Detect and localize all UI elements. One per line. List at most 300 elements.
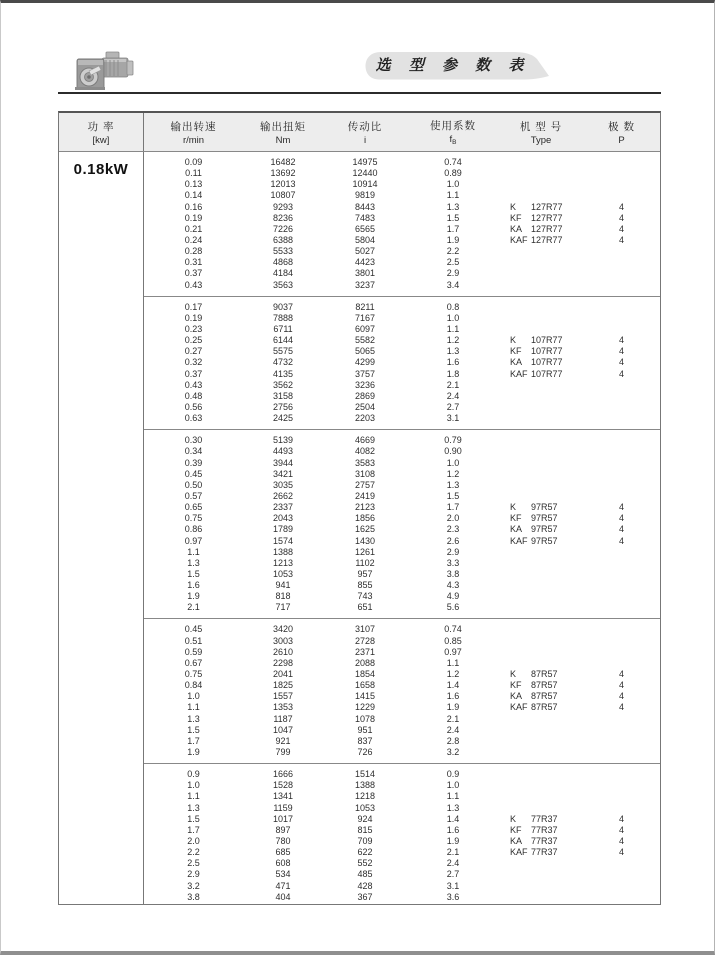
type-prefix: KA: [510, 836, 523, 847]
type-prefix: KAF: [510, 234, 528, 245]
torque-cell: 685: [275, 847, 291, 858]
speed-cell: 0.19: [184, 312, 203, 323]
type-cell: [499, 858, 583, 869]
table-row: [144, 558, 660, 569]
factor-cell: 2.3: [446, 524, 460, 535]
speed-cell: 1.9: [187, 591, 200, 602]
table-row: [144, 357, 660, 368]
table-row: [144, 736, 660, 747]
type-cell: [499, 602, 583, 613]
type-header-zh: 机 型 号: [519, 120, 563, 133]
table-row: [144, 280, 660, 291]
poles-cell: [583, 157, 660, 168]
speed-cell: 0.39: [184, 457, 203, 468]
poles-cell: [583, 190, 660, 201]
factor-cell: 1.0: [446, 179, 460, 190]
factor-cell: 2.1: [446, 379, 460, 390]
poles-cell: 4: [618, 234, 624, 245]
poles-cell: [583, 313, 660, 324]
factor-cell: 1.4: [446, 813, 460, 824]
speed-cell: 0.13: [184, 179, 203, 190]
type-cell: [499, 513, 583, 524]
ratio-cell: 924: [357, 813, 373, 824]
ratio-cell: 14975: [352, 157, 378, 167]
speed-cell: 0.75: [184, 513, 203, 524]
ratio-cell: 1078: [354, 713, 376, 724]
factor-cell: 4.3: [446, 580, 460, 591]
type-cell: [499, 302, 583, 313]
factor-cell: 2.1: [446, 713, 460, 724]
poles-cell: [583, 435, 660, 446]
torque-cell: 1017: [272, 813, 294, 824]
poles-cell: [583, 780, 660, 791]
power-header-unit: [kw]: [92, 134, 110, 146]
poles-cell: [583, 257, 660, 268]
ratio-cell: 4082: [354, 446, 376, 457]
column-header-ratio: [323, 113, 407, 151]
torque-cell: 799: [275, 747, 291, 758]
factor-cell: 0.90: [444, 446, 462, 457]
torque-cell: 3563: [272, 279, 294, 290]
type-cell: [499, 168, 583, 179]
poles-cell: [583, 179, 660, 190]
speed-cell: 1.5: [187, 568, 200, 579]
ratio-cell: 957: [357, 568, 373, 579]
type-cell: [499, 190, 583, 201]
factor-cell: 1.2: [446, 669, 460, 680]
factor-cell: 1.7: [446, 502, 460, 513]
factor-cell: 0.74: [444, 157, 462, 167]
factor-cell: 1.6: [446, 824, 460, 835]
speed-cell: 0.23: [184, 323, 203, 334]
type-cell: [499, 157, 583, 168]
table-row: [144, 591, 660, 602]
speed-cell: 0.34: [184, 446, 203, 457]
ratio-cell: 3107: [354, 624, 376, 635]
factor-cell: 4.9: [446, 591, 460, 602]
table-row: [144, 881, 660, 892]
torque-cell: 4493: [272, 446, 294, 457]
poles-cell: [583, 413, 660, 424]
speed-cell: 1.1: [187, 702, 200, 713]
column-header-power: [59, 113, 144, 151]
ratio-cell: 3801: [354, 268, 376, 279]
ratio-cell: 1053: [354, 802, 376, 813]
type-model: 107R77: [531, 346, 563, 357]
poles-cell: [583, 803, 660, 814]
type-cell: [499, 725, 583, 736]
ratio-cell: 1415: [354, 691, 376, 702]
poles-cell: 4: [618, 824, 624, 835]
speed-cell: 0.67: [184, 657, 203, 668]
type-cell: [499, 569, 583, 580]
torque-cell: 3035: [272, 479, 294, 490]
torque-cell: 5575: [272, 346, 294, 357]
ratio-cell: 8211: [355, 301, 375, 312]
ratio-cell: 428: [357, 880, 373, 891]
gearmotor-photo: [73, 47, 139, 93]
torque-cell: 1825: [272, 680, 294, 691]
type-cell: [499, 591, 583, 602]
poles-cell: 4: [618, 813, 624, 824]
torque-cell: 1789: [272, 524, 294, 535]
poles-cell: [583, 714, 660, 725]
factor-cell: 1.1: [446, 190, 460, 201]
speed-cell: 0.45: [184, 624, 203, 635]
speed-cell: 2.1: [187, 602, 200, 613]
poles-cell: [583, 469, 660, 480]
service-factor-subscript: B: [452, 139, 457, 146]
type-model: 87R57: [531, 691, 558, 702]
speed-cell: 0.09: [184, 157, 203, 167]
column-header-torque: [243, 113, 323, 151]
torque-cell: 2756: [272, 401, 294, 412]
ratio-cell: 1514: [354, 769, 376, 780]
service-factor-symbol: f: [449, 134, 453, 145]
factor-cell: 1.4: [446, 680, 460, 691]
table-row: [144, 825, 660, 836]
factor-cell: 3.2: [446, 747, 460, 758]
type-cell: [499, 335, 583, 346]
torque-header-unit: Nm: [275, 134, 291, 146]
factor-cell: 1.3: [446, 479, 460, 490]
torque-cell: 9037: [272, 301, 294, 312]
ratio-cell: 1856: [354, 513, 376, 524]
factor-cell: 1.8: [446, 368, 460, 379]
ratio-cell: 485: [357, 869, 373, 880]
torque-cell: 10807: [270, 190, 296, 201]
factor-cell: 1.9: [446, 234, 460, 245]
type-cell: [499, 402, 583, 413]
table-body: [59, 152, 660, 904]
type-model: 107R77: [531, 357, 563, 368]
factor-cell: 2.4: [446, 858, 460, 869]
type-cell: [499, 669, 583, 680]
poles-header-unit: P: [618, 134, 625, 146]
speed-cell: 0.56: [184, 401, 203, 412]
speed-cell: 1.1: [187, 546, 200, 557]
power-value: 0.18kW: [73, 161, 129, 178]
torque-cell: 941: [275, 580, 291, 591]
poles-cell: [583, 892, 660, 903]
table-row: [144, 168, 660, 179]
table-row: [144, 524, 660, 535]
speed-cell: 0.9: [187, 769, 200, 780]
type-prefix: KAF: [510, 535, 528, 546]
type-prefix: KA: [510, 691, 523, 702]
type-prefix: KF: [510, 346, 522, 357]
torque-cell: 5139: [272, 435, 294, 446]
speed-cell: 3.2: [187, 880, 200, 891]
poles-cell: [583, 491, 660, 502]
speed-cell: 1.6: [187, 580, 200, 591]
service-factor-header-unit: [450, 134, 457, 146]
data-group-4: [144, 618, 660, 763]
type-prefix: KA: [510, 223, 523, 234]
speed-cell: 0.21: [184, 223, 203, 234]
speed-cell: 0.63: [184, 413, 203, 424]
factor-cell: 5.6: [446, 602, 460, 613]
poles-cell: [583, 168, 660, 179]
table-row: [144, 502, 660, 513]
poles-cell: 4: [618, 680, 624, 691]
factor-cell: 1.5: [446, 490, 460, 501]
type-model: 127R77: [531, 212, 563, 223]
type-model: 97R57: [531, 535, 558, 546]
table-row: [144, 413, 660, 424]
data-group-3: [144, 429, 660, 618]
type-cell: [499, 235, 583, 246]
speed-cell: 0.59: [184, 646, 203, 657]
torque-cell: 1047: [272, 724, 294, 735]
speed-cell: 0.14: [184, 190, 203, 201]
table-row: [144, 803, 660, 814]
type-cell: [499, 691, 583, 702]
table-row: [144, 369, 660, 380]
type-model: 77R37: [531, 824, 558, 835]
factor-cell: 1.2: [446, 468, 460, 479]
poles-cell: [583, 391, 660, 402]
ratio-cell: 9819: [354, 190, 376, 201]
ratio-cell: 1625: [354, 524, 376, 535]
data-group-1: [144, 152, 660, 296]
type-cell: [499, 769, 583, 780]
speed-cell: 1.7: [187, 824, 200, 835]
poles-cell: [583, 480, 660, 491]
ratio-cell: 1854: [354, 669, 376, 680]
torque-cell: 4184: [272, 268, 294, 279]
torque-cell: 2298: [272, 657, 294, 668]
speed-cell: 1.3: [187, 713, 200, 724]
poles-cell: [583, 458, 660, 469]
ratio-cell: 2088: [354, 657, 376, 668]
table-row: [144, 435, 660, 446]
speed-cell: 0.57: [184, 490, 203, 501]
page-title-badge: [365, 51, 549, 80]
speed-cell: 0.31: [184, 257, 203, 268]
torque-cell: 1341: [272, 791, 294, 802]
poles-cell: [583, 446, 660, 457]
ratio-cell: 2504: [354, 401, 376, 412]
type-prefix: KF: [510, 824, 522, 835]
speed-cell: 0.48: [184, 390, 203, 401]
poles-cell: [583, 636, 660, 647]
poles-cell: 4: [618, 212, 624, 223]
type-cell: [499, 714, 583, 725]
header-rule: [58, 92, 661, 94]
factor-cell: 2.4: [446, 724, 460, 735]
selection-table: [58, 111, 661, 905]
speed-cell: 2.0: [187, 836, 200, 847]
poles-cell: [583, 658, 660, 669]
poles-cell: [583, 558, 660, 569]
type-model: 107R77: [531, 368, 563, 379]
ratio-cell: 3583: [354, 457, 376, 468]
table-row: [144, 313, 660, 324]
factor-cell: 0.8: [446, 301, 460, 312]
factor-cell: 1.0: [446, 312, 460, 323]
ratio-cell: 4423: [354, 257, 376, 268]
table-row: [144, 780, 660, 791]
type-prefix: KAF: [510, 368, 528, 379]
torque-cell: 1557: [272, 691, 294, 702]
type-prefix: KAF: [510, 702, 528, 713]
poles-cell: 4: [618, 335, 624, 346]
ratio-cell: 2419: [354, 490, 376, 501]
type-cell: [499, 502, 583, 513]
type-cell: [499, 346, 583, 357]
torque-cell: 3562: [272, 379, 294, 390]
torque-cell: 4732: [272, 357, 294, 368]
poles-cell: [583, 246, 660, 257]
ratio-cell: 3757: [354, 368, 376, 379]
type-cell: [499, 814, 583, 825]
torque-cell: 818: [275, 591, 291, 602]
ratio-cell: 2728: [354, 635, 376, 646]
ratio-cell: 837: [357, 735, 373, 746]
service-factor-header-zh: 使用系数: [430, 120, 476, 132]
table-row: [144, 302, 660, 313]
ratio-cell: 1261: [354, 546, 376, 557]
factor-cell: 1.6: [446, 357, 460, 368]
type-cell: [499, 536, 583, 547]
type-cell: [499, 224, 583, 235]
type-cell: [499, 246, 583, 257]
torque-cell: 12013: [270, 179, 296, 190]
type-prefix: KA: [510, 524, 523, 535]
table-row: [144, 469, 660, 480]
factor-cell: 1.3: [446, 201, 460, 212]
factor-cell: 3.3: [446, 557, 460, 568]
poles-cell: [583, 602, 660, 613]
type-model: 77R37: [531, 813, 558, 824]
poles-cell: [583, 791, 660, 802]
ratio-cell: 951: [357, 724, 373, 735]
factor-cell: 2.0: [446, 513, 460, 524]
table-row: [144, 869, 660, 880]
type-cell: [499, 268, 583, 279]
factor-cell: 1.5: [446, 212, 460, 223]
speed-cell: 0.43: [184, 279, 203, 290]
speed-cell: 0.45: [184, 468, 203, 479]
ratio-header-unit: i: [363, 134, 367, 146]
speed-cell: 1.9: [187, 747, 200, 758]
table-row: [144, 636, 660, 647]
torque-cell: 2041: [272, 669, 294, 680]
type-cell: [499, 413, 583, 424]
type-cell: [499, 280, 583, 291]
torque-cell: 404: [275, 891, 291, 902]
type-cell: [499, 547, 583, 558]
ratio-cell: 4299: [354, 357, 376, 368]
torque-cell: 897: [275, 824, 291, 835]
type-cell: [499, 435, 583, 446]
type-cell: [499, 881, 583, 892]
ratio-cell: 1102: [355, 557, 375, 568]
speed-cell: 1.5: [187, 724, 200, 735]
poles-cell: 4: [618, 535, 624, 546]
type-cell: [499, 580, 583, 591]
table-row: [144, 791, 660, 802]
table-row: [144, 190, 660, 201]
type-cell: [499, 369, 583, 380]
speed-cell: 0.75: [184, 669, 203, 680]
type-cell: [499, 202, 583, 213]
table-row: [144, 647, 660, 658]
poles-cell: [583, 869, 660, 880]
type-cell: [499, 803, 583, 814]
table-row: [144, 669, 660, 680]
poles-cell: [583, 380, 660, 391]
torque-cell: 608: [275, 858, 291, 869]
poles-cell: [583, 591, 660, 602]
speed-cell: 0.28: [184, 246, 203, 257]
speed-cell: 2.5: [187, 858, 200, 869]
torque-cell: 1053: [272, 568, 294, 579]
poles-header-zh: 极 数: [608, 120, 635, 133]
table-row: [144, 624, 660, 635]
type-cell: [499, 836, 583, 847]
table-row: [144, 257, 660, 268]
type-prefix: K: [510, 669, 517, 680]
factor-cell: 3.6: [446, 891, 460, 902]
type-model: 87R57: [531, 702, 558, 713]
poles-cell: [583, 280, 660, 291]
table-row: [144, 213, 660, 224]
factor-cell: 0.79: [444, 435, 462, 446]
ratio-cell: 5027: [354, 246, 376, 257]
torque-cell: 1213: [272, 557, 294, 568]
torque-cell: 7888: [272, 312, 294, 323]
table-row: [144, 402, 660, 413]
ratio-cell: 855: [357, 580, 373, 591]
ratio-cell: 651: [357, 602, 373, 613]
type-cell: [499, 446, 583, 457]
ratio-cell: 3237: [354, 279, 376, 290]
data-group-2: [144, 296, 660, 430]
type-model: 87R57: [531, 669, 558, 680]
factor-cell: 2.8: [446, 735, 460, 746]
ratio-cell: 2203: [354, 413, 376, 424]
type-cell: [499, 780, 583, 791]
speed-cell: 0.16: [184, 201, 203, 212]
column-header-type: [499, 113, 583, 151]
torque-cell: 534: [275, 869, 291, 880]
ratio-cell: 2869: [354, 390, 376, 401]
type-cell: [499, 636, 583, 647]
ratio-cell: 1229: [354, 702, 376, 713]
type-cell: [499, 680, 583, 691]
data-groups: [144, 152, 660, 904]
type-cell: [499, 179, 583, 190]
speed-cell: 0.24: [184, 234, 203, 245]
factor-cell: 1.0: [446, 780, 460, 791]
torque-cell: 4135: [272, 368, 294, 379]
type-cell: [499, 391, 583, 402]
type-prefix: K: [510, 335, 517, 346]
ratio-cell: 4669: [354, 435, 376, 446]
table-row: [144, 569, 660, 580]
speed-header-zh: 输出转速: [170, 120, 217, 133]
torque-cell: 3003: [272, 635, 294, 646]
poles-cell: [583, 547, 660, 558]
factor-cell: 1.1: [446, 657, 460, 668]
poles-cell: 4: [618, 847, 624, 858]
torque-cell: 4868: [272, 257, 294, 268]
table-row: [144, 202, 660, 213]
ratio-cell: 1388: [354, 780, 376, 791]
table-row: [144, 892, 660, 903]
